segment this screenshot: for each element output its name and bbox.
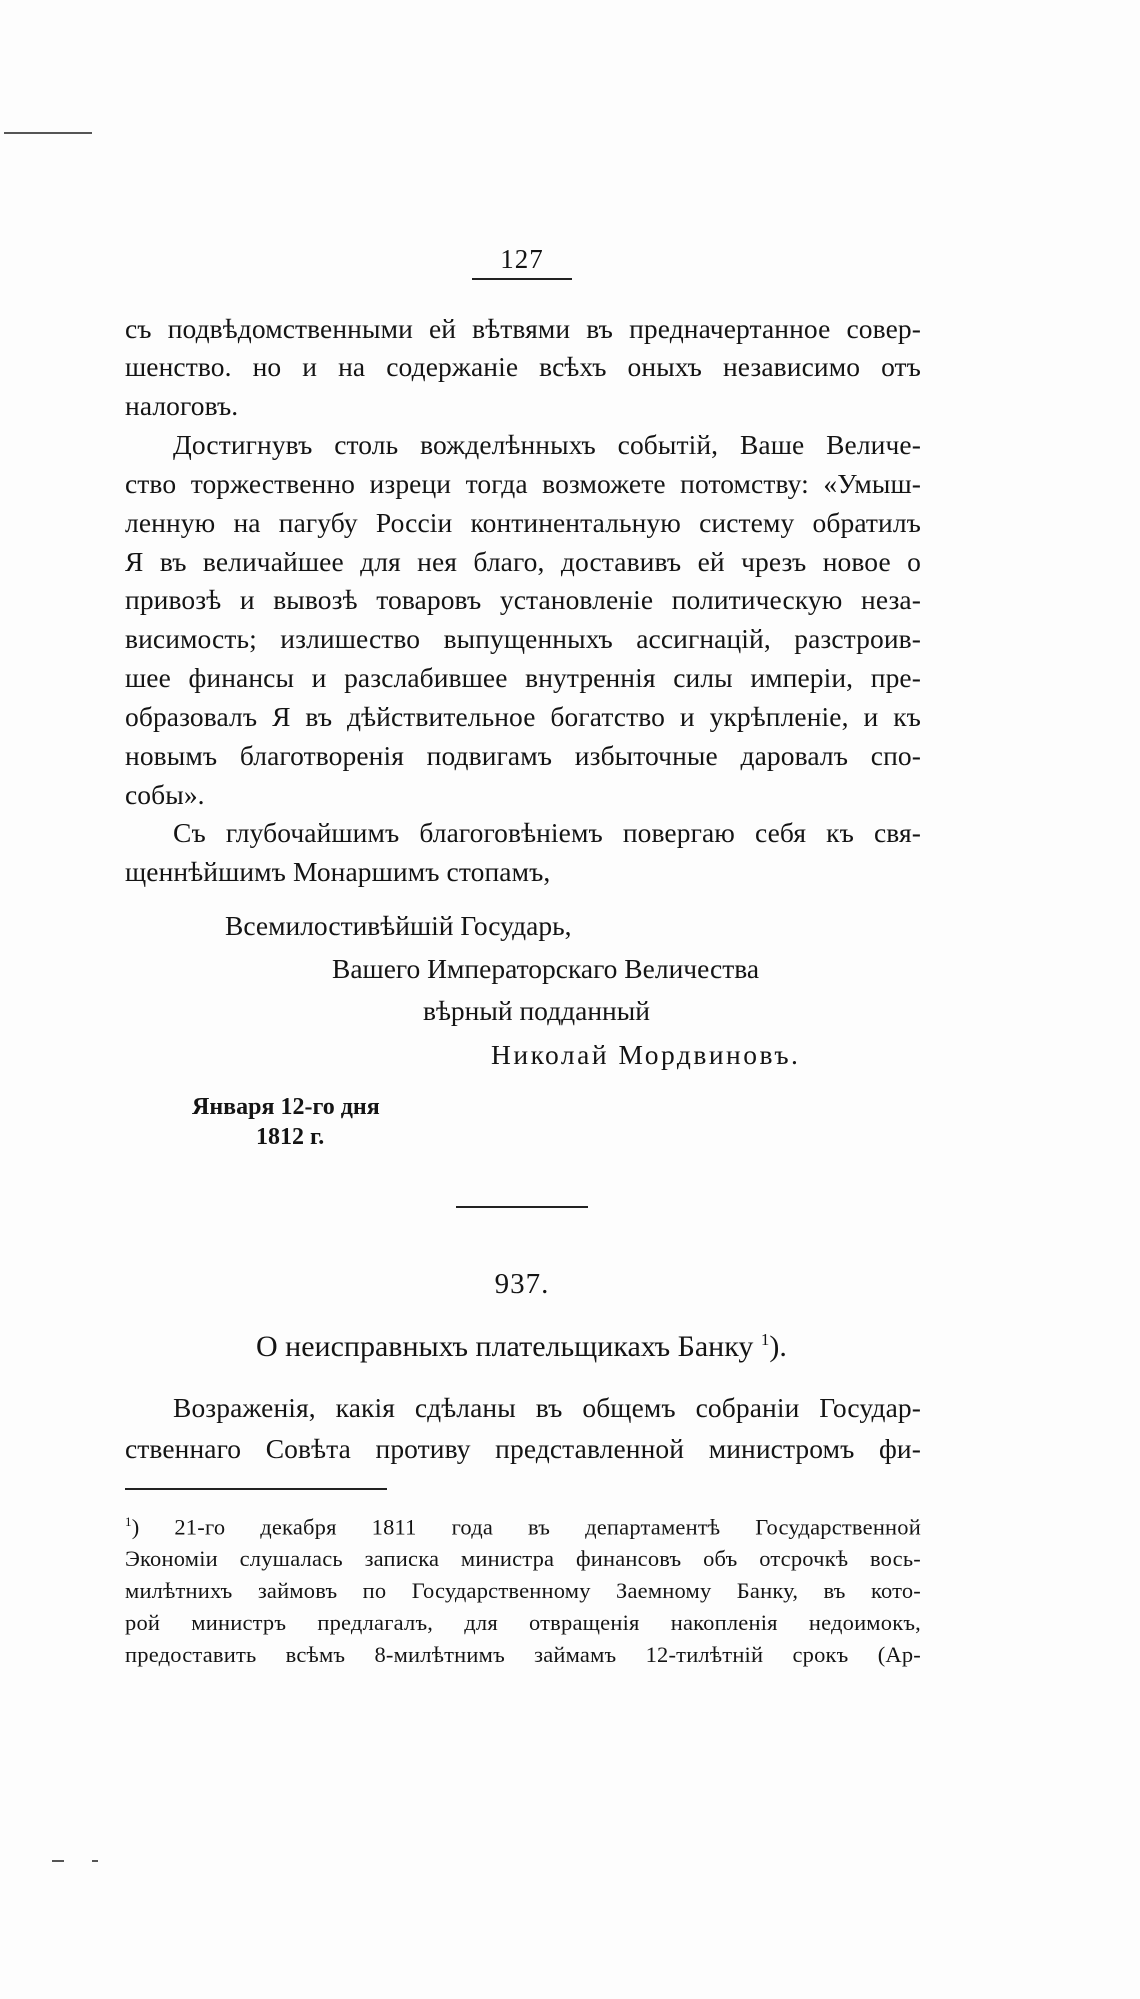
footnote-rule [125,1488,387,1490]
footnote-line: рой министръ предлагалъ, для отвращенія накопленія недоимокъ, [125,1610,921,1635]
footnote-line: предоставить всѣмъ 8-милѣтнимъ займамъ 12-тилѣтній срокъ (Ар- [125,1642,921,1667]
date-line-1: Января 12-го дня [192,1094,380,1120]
footnote-line-text: ) 21-го декабря 1811 года въ департаментѣ Государственной [131,1514,921,1540]
body-line: щеннѣйшимъ Монаршимъ стопамъ, [125,856,551,887]
scan-mark-bottom-2 [92,1860,98,1862]
body-line: собы». [125,779,205,810]
signature-title: Вашего Императорскаго Величества [332,953,760,984]
section-title-suffix: ). [769,1330,787,1363]
signature-subject: вѣрный подданный [423,995,650,1026]
scan-mark-bottom [52,1860,64,1862]
footnote-line [125,1514,921,1541]
section-divider [456,1206,588,1208]
body-line: Достигнувъ столь вожделѣнныхъ событій, Ваше Величе- [173,429,921,460]
section-title [256,1330,787,1364]
signature-salutation: Всемилостивѣйшій Государь, [225,910,572,941]
section-line: ственнаго Совѣта противу представленной министромъ фи- [125,1433,921,1464]
body-line: шенство. но и на содержаніе всѣхъ оныхъ независимо отъ [125,351,921,382]
page-number: 127 [500,244,544,274]
body-line: налоговъ. [125,390,239,421]
body-line: съ подвѣдомственными ей вѣтвями въ предначертанное совер- [125,313,921,344]
body-line: привозѣ и вывозѣ товаровъ установленіе политическую неза- [125,584,921,615]
body-line: ство торжественно изреци тогда возможете потомству: «Умыш- [125,468,921,499]
body-line: шее финансы и разслабившее внутреннія силы имперіи, пре- [125,662,921,693]
date-line-2: 1812 г. [256,1124,325,1150]
section-number: 937. [494,1268,550,1300]
page-number-rule [472,278,572,280]
body-line: Я въ величайшее для нея благо, доставивъ ей чрезъ новое о [125,546,921,577]
body-line: ленную на пагубу Россіи континентальную систему обратилъ [125,507,921,538]
body-line: образовалъ Я въ дѣйствительное богатство и укрѣпленіе, и къ [125,701,921,732]
section-line: Возраженія, какія сдѣланы въ общемъ собраніи Государ- [173,1392,921,1423]
footnote-mark: 1 [125,1514,132,1529]
body-line: новымъ благотворенія подвигамъ избыточные даровалъ спо- [125,740,921,771]
signature-name: Николай Мордвиновъ. [491,1039,801,1070]
section-title-text: О неисправныхъ плательщикахъ Банку [256,1330,754,1363]
footnote-reference[interactable]: 1 [760,1330,770,1349]
footnote-line: милѣтнихъ займовъ по Государственному Заемному Банку, въ кото- [125,1578,921,1603]
footnote-line: Экономіи слушалась записка министра финансовъ объ отсрочкѣ вось- [125,1546,921,1571]
body-line: Съ глубочайшимъ благоговѣніемъ повергаю себя къ свя- [173,817,921,848]
body-line: висимость; излишество выпущенныхъ ассигнацій, разстроив- [125,623,921,654]
scan-mark-top [4,132,92,134]
